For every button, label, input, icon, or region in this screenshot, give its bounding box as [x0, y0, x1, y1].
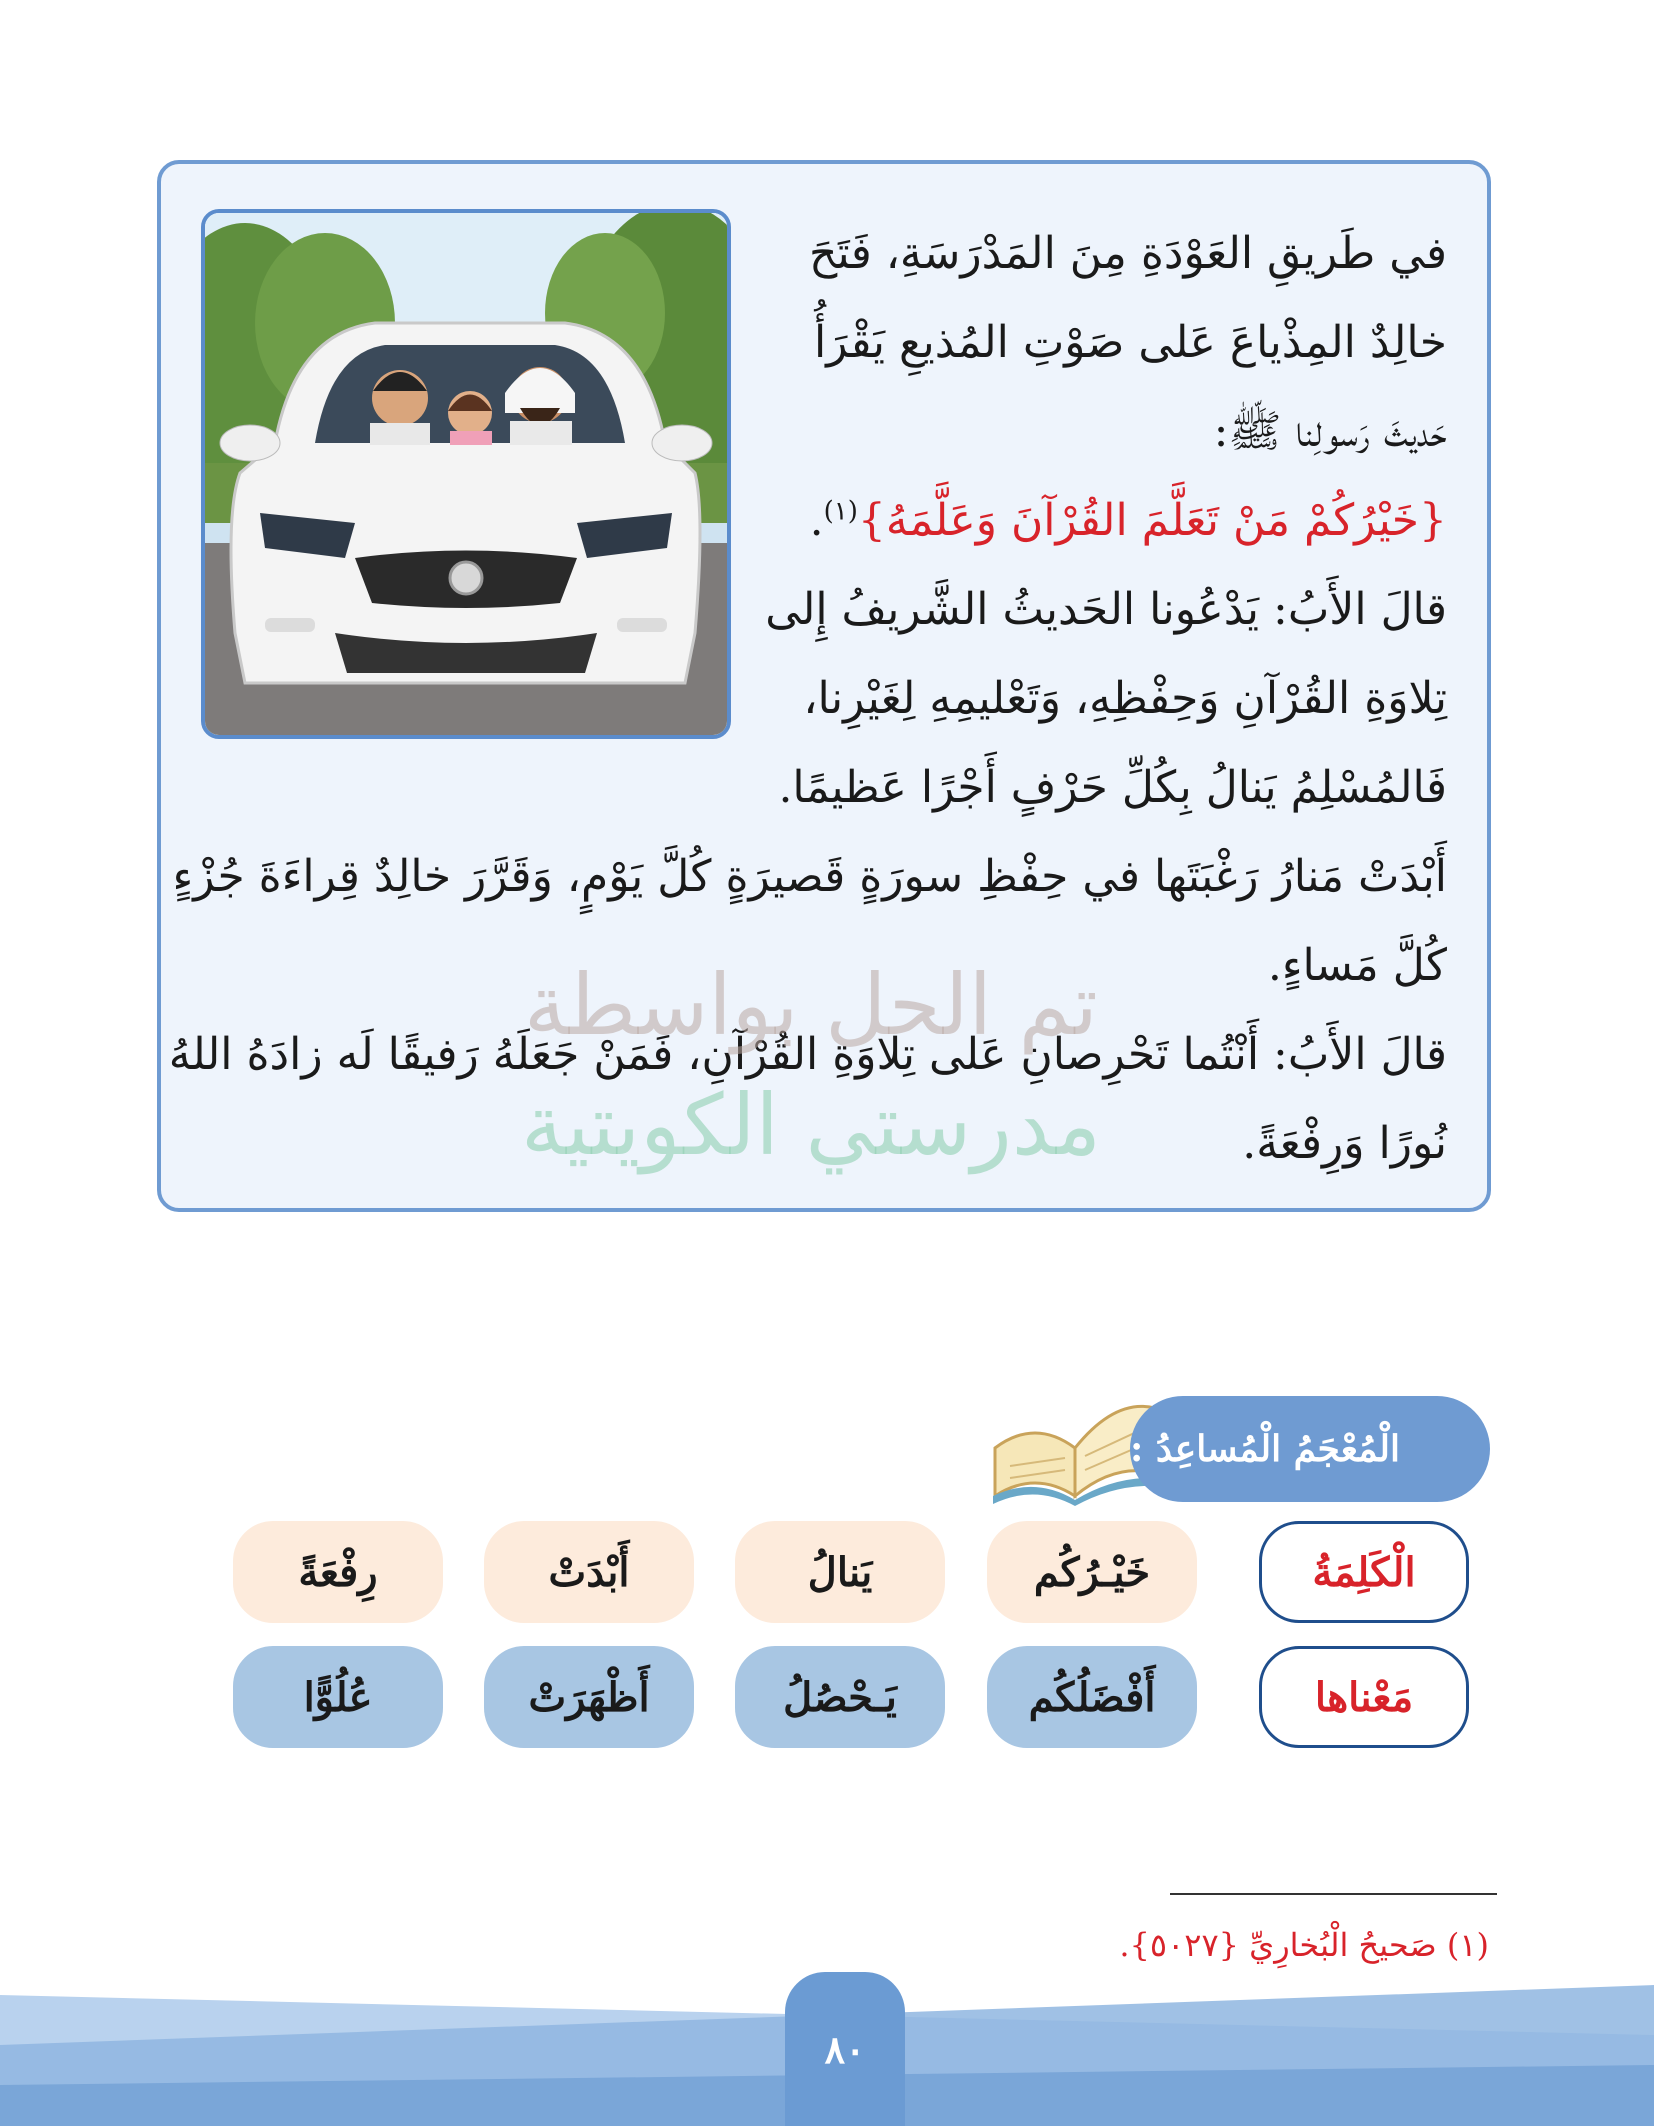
- footnote-marker: (١): [823, 496, 858, 527]
- meaning-4: عُلُوًّا: [233, 1646, 443, 1748]
- story-line-6: تِلاوَةِ القُرْآنِ وَحِفْظِهِ، وَتَعْليمِهِ لِغَيْرِنا،: [803, 673, 1447, 724]
- meaning-3: أَظْهَرَتْ: [484, 1646, 694, 1748]
- watermark-line-1: تم الحل بواسطة: [524, 956, 1098, 1054]
- story-line-8: أَبْدَتْ مَنارُ رَغْبَتَها في حِفْظِ سورَةٍ قَصيرَةٍ كُلَّ يَوْمٍ، وَقَرَّرَ خالِدٌ قِراءَةَ جُزْءٍ: [172, 851, 1447, 902]
- hadith-end-period: .: [809, 495, 824, 546]
- story-line-2: خالِدٌ المِذْياعَ عَلى صَوْتِ المُذيعِ يَقْرَأُ: [814, 317, 1447, 368]
- word-2: يَنالُ: [735, 1521, 945, 1623]
- story-line-7: فَالمُسْلِمُ يَنالُ بِكُلِّ حَرْفٍ أَجْرًا عَظيمًا.: [778, 762, 1447, 813]
- story-line-1: في طَريقِ العَوْدَةِ مِنَ المَدْرَسَةِ، فَتَحَ: [809, 228, 1447, 279]
- word-4: رِفْعَةً: [233, 1521, 443, 1623]
- word-3: أَبْدَتْ: [484, 1521, 694, 1623]
- word-label: الْكَلِمَةُ: [1259, 1521, 1469, 1623]
- hadith-quote: {خَيْرُكُمْ مَنْ تَعَلَّمَ القُرْآنَ وَعَلَّمَهُ}: [857, 495, 1447, 546]
- story-line-11: نُورًا وَرِفْعَةً.: [1242, 1118, 1447, 1169]
- page-number: ٨٠: [785, 1972, 905, 2126]
- story-box: [157, 160, 1491, 1212]
- meaning-1: أَفْضَلُكُم: [987, 1646, 1197, 1748]
- story-line-9: كُلَّ مَساءٍ.: [1267, 940, 1447, 991]
- watermark-line-2: مدرستي الكويتية: [521, 1076, 1101, 1174]
- story-line-5: قالَ الأَبُ: يَدْعُونا الحَديثُ الشَّريفُ إِلى: [765, 584, 1447, 635]
- story-text: [168, 209, 1447, 1188]
- footnote: (١) صَحيحُ الْبُخارِيِّ {٥٠٢٧}.: [1119, 1926, 1489, 1964]
- story-line-10: قالَ الأَبُ: أَنْتُما تَحْرِصانِ عَلى تِلاوَةِ القُرْآنِ، فَمَنْ جَعَلَهُ رَفيقًا لَه زادَهُ اللهُ: [168, 1029, 1447, 1080]
- word-1: خَيْـرُكُم: [987, 1521, 1197, 1623]
- story-line-hadith: [747, 476, 1447, 565]
- dictionary-title: الْمُعْجَمُ الْمُساعِدُ :: [1130, 1396, 1490, 1502]
- footnote-divider: [1170, 1893, 1497, 1895]
- meaning-label: مَعْناها: [1259, 1646, 1469, 1748]
- story-line-3: حَديثَ رَسولِنا ﷺ:: [1213, 406, 1447, 457]
- meaning-2: يَـحْصُلُ: [735, 1646, 945, 1748]
